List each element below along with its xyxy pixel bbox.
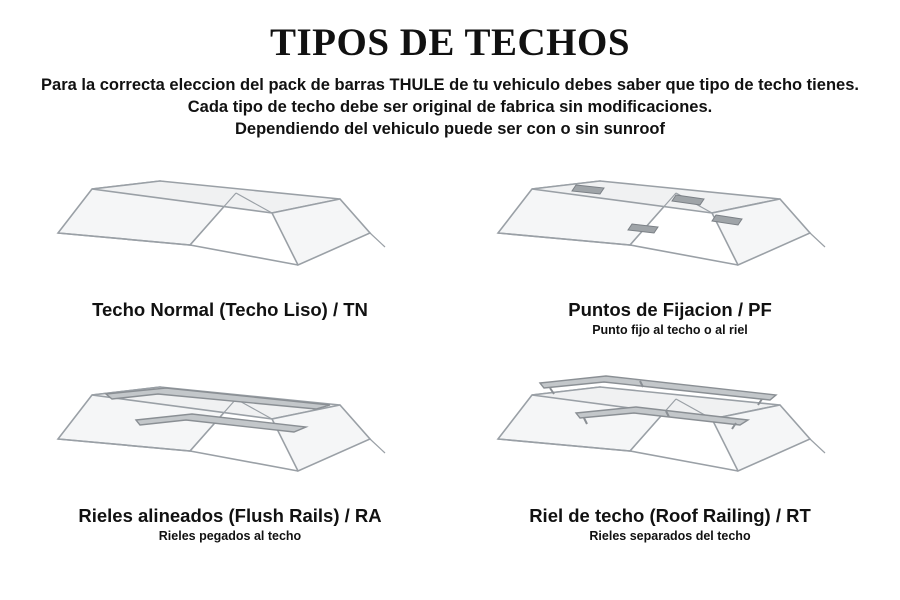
roof-type-caption-rt: Riel de techo (Roof Railing) / RT [529,504,811,526]
roof-type-subcaption-pf: Punto fijo al techo o al riel [592,322,748,337]
roof-type-caption-pf: Puntos de Fijacion / PF [568,298,772,320]
intro-line-1: Para la correcta eleccion del pack de barras THULE de tu vehiculo debes saber que tipo de techo tienes. [41,76,859,94]
car-roof-plain-icon [40,155,420,295]
roof-type-subcaption-rt: Rieles separados del techo [589,528,751,543]
roof-types-grid [10,155,890,555]
roof-type-subcaption-ra: Rieles pegados al techo [158,528,302,543]
page-title: TIPOS DE TECHOS [269,21,631,64]
roof-type-card-ra [10,355,450,555]
car-roof-flushrails-icon [40,361,420,501]
roof-type-card-tn [10,155,450,355]
car-roof-railing-icon [480,361,860,501]
intro-line-3: Dependiendo del vehiculo puede ser con o sin sunroof [235,119,665,138]
intro-line-2: Cada tipo de techo debe ser original de fabrica sin modificaciones. [187,97,713,116]
roof-type-caption-tn: Techo Normal (Techo Liso) / TN [92,298,368,320]
roof-type-card-rt [450,355,890,555]
roof-type-caption-ra: Rieles alineados (Flush Rails) / RA [78,504,382,526]
roof-type-card-pf [450,155,890,355]
car-roof-fixpoints-icon [480,155,860,295]
intro-text [30,75,870,141]
